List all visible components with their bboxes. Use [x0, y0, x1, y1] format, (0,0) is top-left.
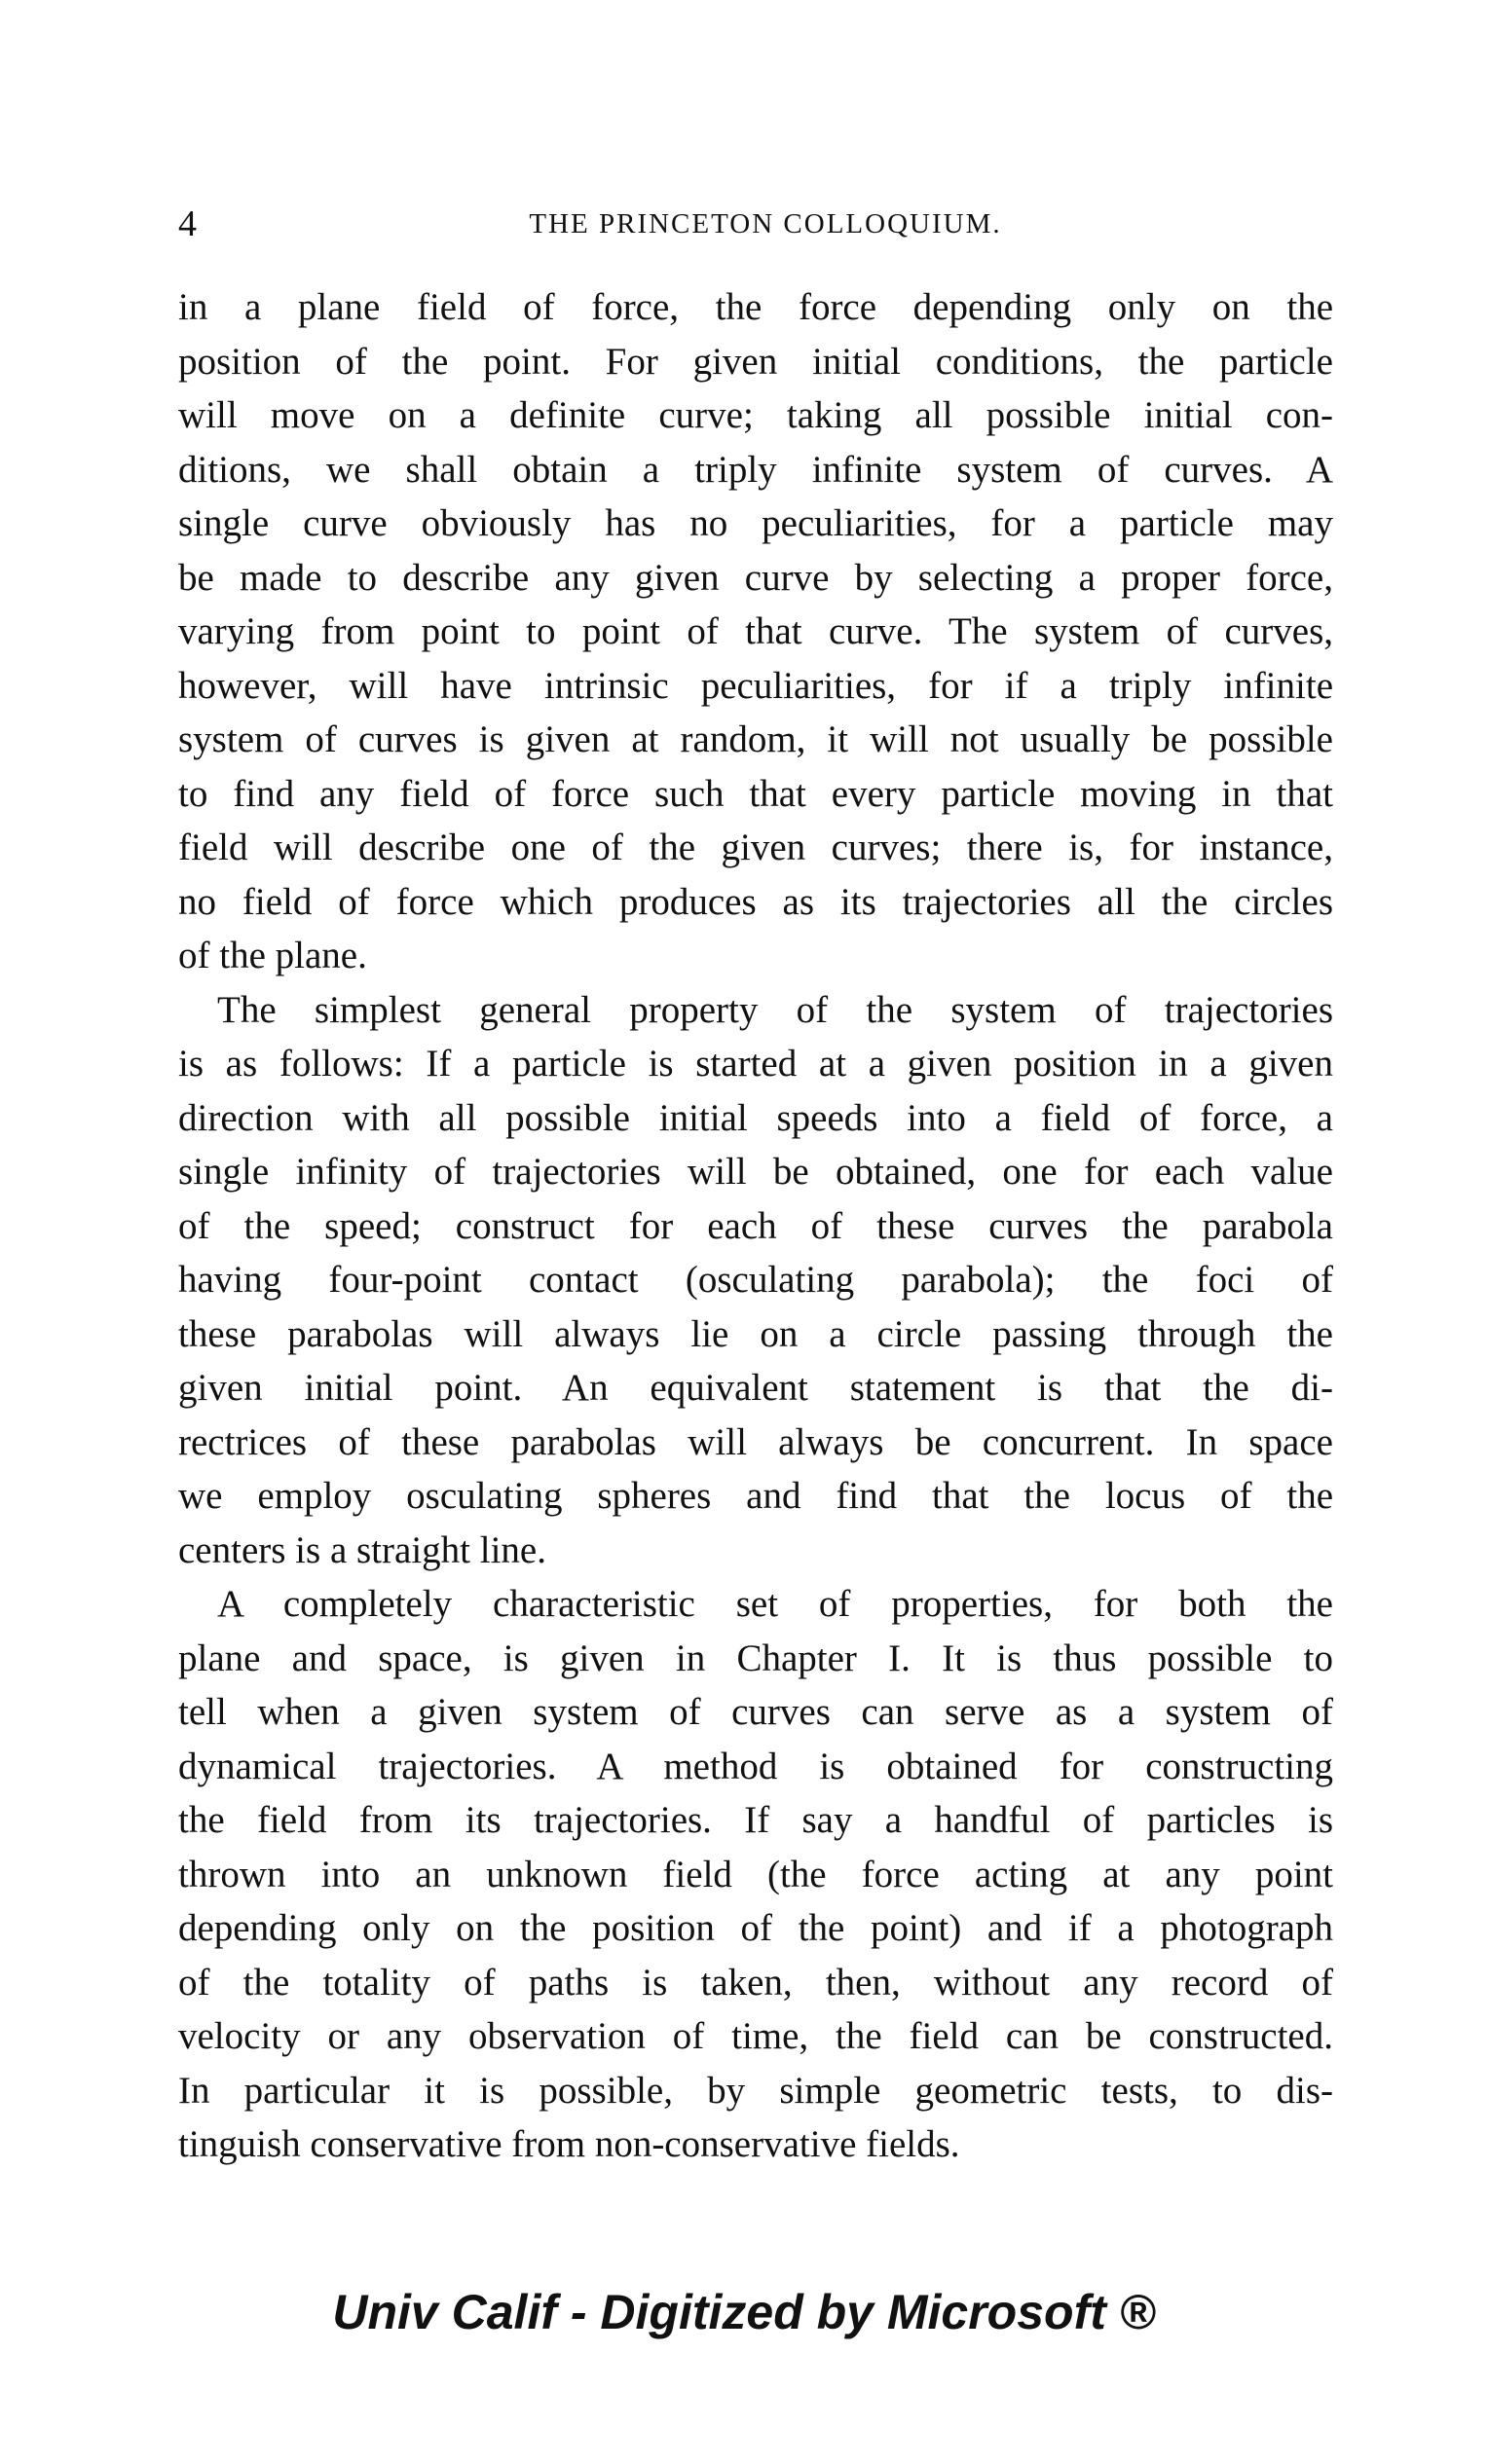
page-number: 4 — [178, 203, 197, 244]
paragraph-2 — [178, 983, 1333, 1578]
text-line: In particular it is possible, by simple geometric tests, to dis- — [178, 2069, 1333, 2112]
paragraph-1 — [178, 280, 1333, 983]
text-line: dynamical trajectories. A method is obtained for constructing — [178, 1745, 1333, 1787]
digitization-watermark: Univ Calif - Digitized by Microsoft ® — [332, 2285, 1156, 2339]
text-line: centers is a straight line. — [178, 1528, 546, 1571]
text-line: is as follows: If a particle is started at a given position in a given — [178, 1043, 1333, 1085]
text-line: of the speed; construct for each of these curves the parabola — [178, 1204, 1333, 1247]
text-line: depending only on the position of the point) and if a photograph — [178, 1907, 1333, 1949]
text-line: tinguish conservative from non-conservative fields. — [178, 2123, 960, 2165]
text-line: be made to describe any given curve by selecting a proper force, — [178, 556, 1333, 599]
text-line: plane and space, is given in Chapter I. It is thus possible to — [178, 1637, 1333, 1679]
text-line: rectrices of these parabolas will always be concurrent. In space — [178, 1420, 1333, 1463]
text-line: field will describe one of the given curves; there is, for instance, — [178, 827, 1333, 868]
text-line: system of curves is given at random, it will not usually be possible — [178, 718, 1333, 760]
text-line: A completely characteristic set of properties, for both the — [217, 1583, 1333, 1625]
text-line: tell when a given system of curves can serve as a system of — [178, 1691, 1333, 1733]
body-text — [178, 280, 1333, 2172]
text-line: in a plane field of force, the force depending only on the — [178, 286, 1333, 328]
text-line: no field of force which produces as its trajectories all the circles — [178, 880, 1333, 923]
text-line: single curve obviously has no peculiarities, for a particle may — [178, 502, 1333, 544]
text-line: thrown into an unknown field (the force acting at any point — [178, 1853, 1333, 1895]
text-line: to find any field of force such that every particle moving in that — [178, 772, 1333, 815]
paragraph-3 — [178, 1577, 1333, 2172]
text-line: given initial point. An equivalent statement is that the di- — [178, 1367, 1333, 1409]
text-line: The simplest general property of the system of trajectories — [217, 988, 1333, 1031]
text-line: will move on a definite curve; taking all possible initial con- — [178, 394, 1333, 436]
text-line: direction with all possible initial speeds into a field of force, a — [178, 1096, 1333, 1139]
text-line: single infinity of trajectories will be obtained, one for each value — [178, 1151, 1333, 1193]
text-line: varying from point to point of that curve. The system of curves, — [178, 610, 1333, 652]
running-head — [178, 195, 1333, 253]
text-line: having four-point contact (osculating parabola); the foci of — [178, 1259, 1333, 1301]
text-line: we employ osculating spheres and find that the locus of the — [178, 1475, 1333, 1517]
text-line: velocity or any observation of time, the field can be constructed. — [178, 2015, 1333, 2057]
text-line: position of the point. For given initial conditions, the particle — [178, 340, 1333, 383]
text-line: however, will have intrinsic peculiarities, for if a triply infinite — [178, 664, 1333, 707]
running-title: THE PRINCETON COLLOQUIUM. — [529, 208, 1002, 239]
text-line: of the totality of paths is taken, then, without any record of — [178, 1961, 1333, 2004]
text-line: the field from its trajectories. If say a handful of particles is — [178, 1799, 1333, 1841]
text-line: ditions, we shall obtain a triply infinite system of curves. A — [178, 448, 1333, 491]
text-line: of the plane. — [178, 935, 367, 976]
text-line: these parabolas will always lie on a circle passing through the — [178, 1312, 1333, 1355]
